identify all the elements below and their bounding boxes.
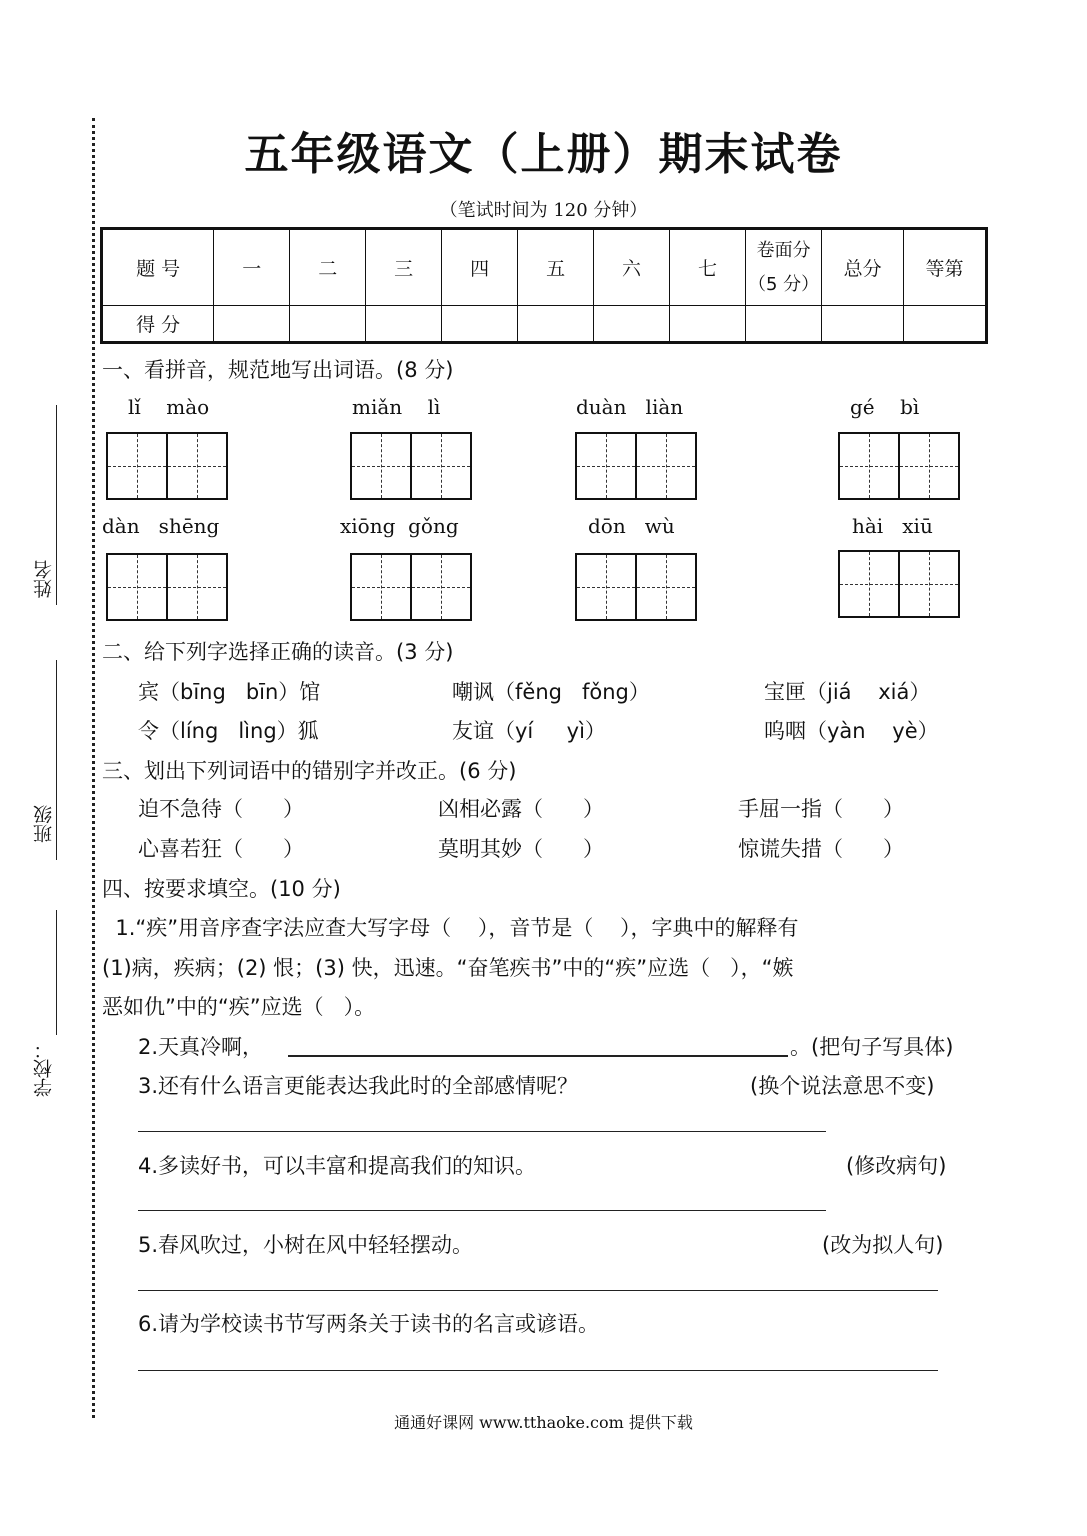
- typo-item: 迫不急待（ ）: [138, 797, 305, 821]
- header-cell: 题 号: [102, 229, 214, 306]
- name-label: 姓名: [33, 560, 55, 598]
- pronunciation-item: 宝匣（jiá xiá）: [764, 680, 931, 704]
- question-6: 6.请为学校读书节写两条关于读书的名言或谚语。: [138, 1312, 600, 1336]
- answer-line[interactable]: [138, 1290, 938, 1291]
- page-title: 五年级语文（上册）期末试卷: [244, 129, 843, 180]
- question-3: 3.还有什么语言更能表达我此时的全部感情呢？: [138, 1074, 579, 1098]
- writing-grid[interactable]: [106, 432, 228, 500]
- pinyin-label: xiōng gǒng: [340, 514, 459, 538]
- score-cell[interactable]: [822, 306, 904, 343]
- writing-grid[interactable]: [838, 550, 960, 618]
- question-1-line: (1)病，疾病；(2) 恨；(3) 快，迅速。“奋笔疾书”中的“疾”应选（ ），“嫉: [102, 956, 794, 980]
- header-cell: 七: [670, 229, 746, 306]
- writing-grid[interactable]: [838, 432, 960, 500]
- class-label: 班级: [33, 805, 55, 843]
- question-1-line: 恶如仇”中的“疾”应选（ ）。: [102, 995, 376, 1019]
- writing-grid[interactable]: [106, 553, 228, 621]
- answer-line[interactable]: [138, 1210, 826, 1211]
- header-cell: 一: [214, 229, 290, 306]
- pinyin-label: duàn liàn: [576, 395, 684, 419]
- section4-heading: 四、按要求填空。(10 分): [102, 877, 341, 901]
- writing-grid[interactable]: [350, 432, 472, 500]
- pinyin-label: dōn wù: [588, 514, 675, 538]
- score-cell[interactable]: [745, 306, 821, 343]
- question-5: 5.春风吹过，小树在风中轻轻摆动。: [138, 1233, 474, 1257]
- pronunciation-item: 呜咽（yàn yè）: [764, 719, 939, 743]
- question-4-requirement: (修改病句): [846, 1154, 947, 1178]
- pinyin-label: gé bì: [850, 395, 920, 419]
- typo-item: 凶相必露（ ）: [438, 797, 605, 821]
- header-cell: 二: [290, 229, 366, 306]
- writing-grid[interactable]: [350, 553, 472, 621]
- binding-dotted-line: [92, 118, 95, 1418]
- header-cell: 六: [594, 229, 670, 306]
- section1-heading: 一、看拼音，规范地写出词语。(8 分): [102, 358, 454, 382]
- score-row: [102, 306, 987, 343]
- header-cell: 卷面分 （5 分）: [745, 229, 821, 306]
- header-cell: 等第: [904, 229, 987, 306]
- score-cell[interactable]: [366, 306, 442, 343]
- question-4: 4.多读好书，可以丰富和提高我们的知识。: [138, 1154, 537, 1178]
- score-cell[interactable]: [670, 306, 746, 343]
- typo-item: 莫明其妙（ ）: [438, 837, 605, 861]
- pinyin-label: hài xiū: [852, 514, 933, 538]
- question-2: 2.天真冷啊，: [138, 1035, 264, 1059]
- typo-item: 惊谎失措（ ）: [738, 837, 905, 861]
- score-cell[interactable]: [594, 306, 670, 343]
- score-cell[interactable]: [904, 306, 987, 343]
- pinyin-label: miǎn lì: [352, 395, 441, 419]
- pronunciation-item: 友谊（yí yì）: [452, 719, 606, 743]
- pronunciation-item: 宾（bīng bīn）馆: [138, 680, 321, 704]
- question-2-requirement: 。(把句子写具体): [790, 1035, 954, 1059]
- footer-credit: 通通好课网 www.tthaoke.com 提供下载: [394, 1413, 693, 1432]
- question-3-requirement: (换个说法意思不变): [750, 1074, 935, 1098]
- score-table-header-row: [102, 229, 987, 306]
- answer-line[interactable]: [138, 1370, 938, 1371]
- header-cell: 三: [366, 229, 442, 306]
- header-cell: 总分: [822, 229, 904, 306]
- section2-heading: 二、给下列字选择正确的读音。(3 分): [102, 640, 454, 664]
- score-cell[interactable]: [442, 306, 518, 343]
- pronunciation-item: 嘲讽（fěng fǒng）: [452, 680, 650, 704]
- header-cell: 五: [518, 229, 594, 306]
- answer-line[interactable]: [138, 1131, 826, 1132]
- score-cell[interactable]: [214, 306, 290, 343]
- typo-item: 手屈一指（ ）: [738, 797, 905, 821]
- writing-grid[interactable]: [575, 432, 697, 500]
- pinyin-label: lǐ mào: [128, 395, 210, 419]
- writing-grid[interactable]: [575, 553, 697, 621]
- header-cell: 四: [442, 229, 518, 306]
- question-1-line: 1.“疾”用音序查字法应查大写字母（ ），音节是（ ），字典中的解释有: [102, 916, 799, 940]
- score-row-label: 得 分: [102, 306, 214, 343]
- question-5-requirement: (改为拟人句): [822, 1233, 944, 1257]
- typo-item: 心喜若狂（ ）: [138, 837, 305, 861]
- score-table: [100, 227, 988, 344]
- section3-heading: 三、划出下列词语中的错别字并改正。(6 分): [102, 759, 517, 783]
- exam-duration: （笔试时间为 120 分钟）: [439, 200, 648, 221]
- score-cell[interactable]: [290, 306, 366, 343]
- score-cell[interactable]: [518, 306, 594, 343]
- answer-line[interactable]: [288, 1055, 788, 1057]
- pinyin-label: dàn shēng: [102, 514, 220, 538]
- school-label: 学校：: [33, 1040, 55, 1097]
- school-field-line: [56, 910, 57, 1035]
- pronunciation-item: 令（líng lìng）狐: [138, 719, 319, 743]
